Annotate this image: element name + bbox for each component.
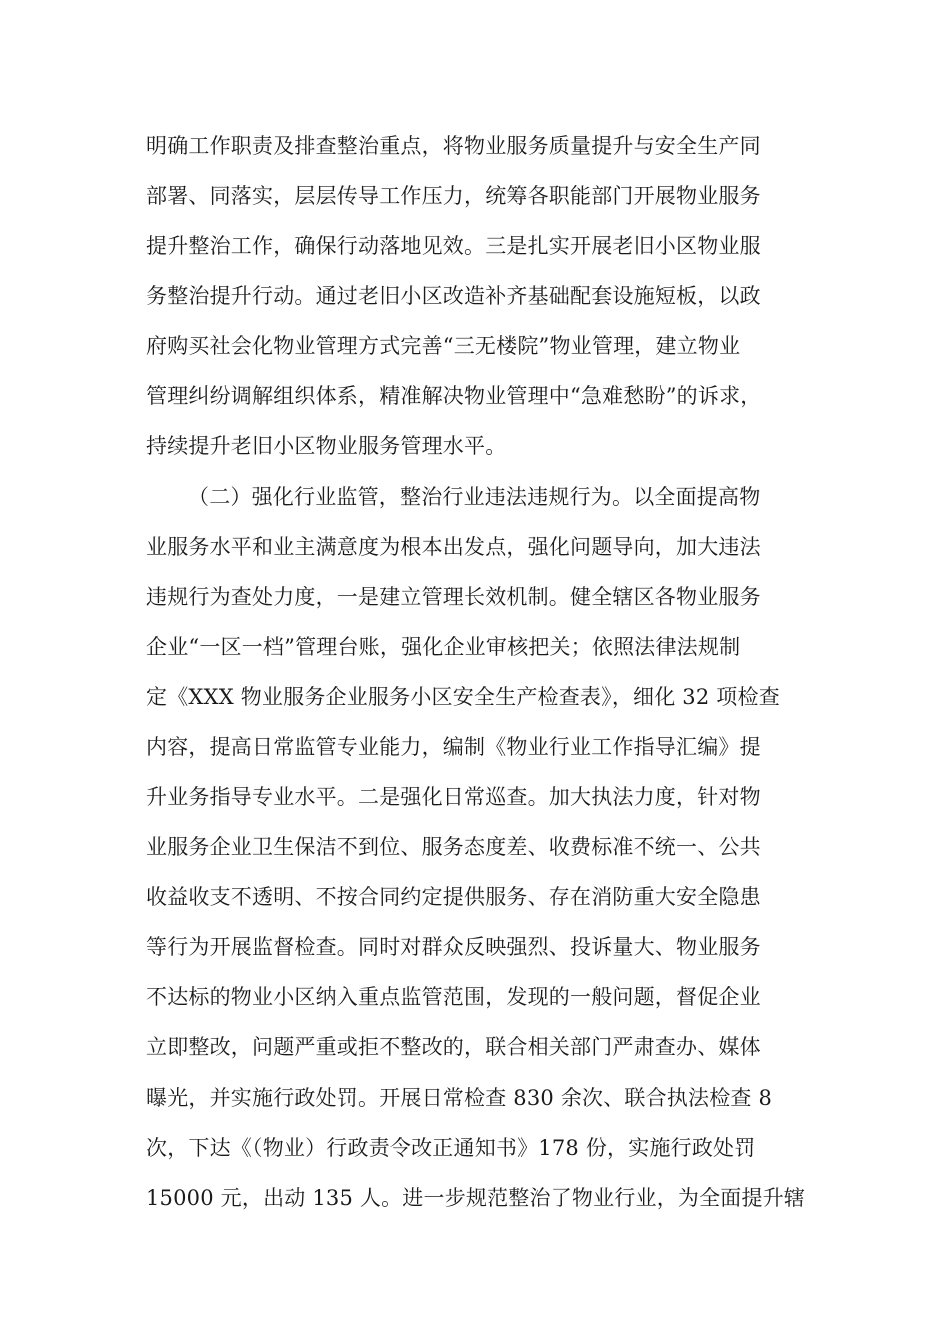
paragraph-line: 15000 元，出动 135 人。进一步规范整治了物业行业，为全面提升辖 <box>146 1186 806 1210</box>
paragraph-line: 明确工作职责及排查整治重点，将物业服务质量提升与安全生产同 <box>146 134 761 158</box>
paragraph-line: 收益收支不透明、不按合同约定提供服务、存在消防重大安全隐患 <box>146 885 761 909</box>
paragraph-line: 持续提升老旧小区物业服务管理水平。 <box>146 434 507 458</box>
paragraph-line: 不达标的物业小区纳入重点监管范围，发现的一般问题，督促企业 <box>146 985 761 1009</box>
paragraph-line: 等行为开展监督检查。同时对群众反映强烈、投诉量大、物业服务 <box>146 935 761 959</box>
paragraph-line: 管理纠纷调解组织体系，精准解决物业管理中“急难愁盼”的诉求， <box>146 384 762 408</box>
paragraph-line: 业服务企业卫生保洁不到位、服务态度差、收费标准不统一、公共 <box>146 835 761 859</box>
paragraph-line: 升业务指导专业水平。二是强化日常巡查。加大执法力度，针对物 <box>146 785 761 809</box>
paragraph-line: 定《XXX 物业服务企业服务小区安全生产检查表》，细化 32 项检查 <box>146 685 780 709</box>
paragraph-line: 业服务水平和业主满意度为根本出发点，强化问题导向，加大违法 <box>146 535 761 559</box>
paragraph-line: 次，下达《（物业）行政责令改正通知书》178 份，实施行政处罚 <box>146 1136 756 1160</box>
paragraph-line: 内容，提高日常监管专业能力，编制《物业行业工作指导汇编》提 <box>146 735 761 759</box>
paragraph-line: 提升整治工作，确保行动落地见效。三是扎实开展老旧小区物业服 <box>146 234 761 258</box>
paragraph-line: 务整治提升行动。通过老旧小区改造补齐基础配套设施短板，以政 <box>146 284 761 308</box>
paragraph-line: 企业“一区一档”管理台账，强化企业审核把关；依照法律法规制 <box>146 635 741 659</box>
paragraph-line: 府购买社会化物业管理方式完善“三无楼院”物业管理，建立物业 <box>146 334 741 358</box>
paragraph-line: 曝光，并实施行政处罚。开展日常检查 830 余次、联合执法检查 8 <box>146 1086 773 1110</box>
section-heading-line: （二）强化行业监管，整治行业违法违规行为。以全面提高物 <box>188 485 761 509</box>
paragraph-line: 违规行为查处力度，一是建立管理长效机制。健全辖区各物业服务 <box>146 585 761 609</box>
paragraph-line: 立即整改，问题严重或拒不整改的，联合相关部门严肃查办、媒体 <box>146 1035 761 1059</box>
paragraph-line: 部署、同落实，层层传导工作压力，统筹各职能部门开展物业服务 <box>146 184 761 208</box>
